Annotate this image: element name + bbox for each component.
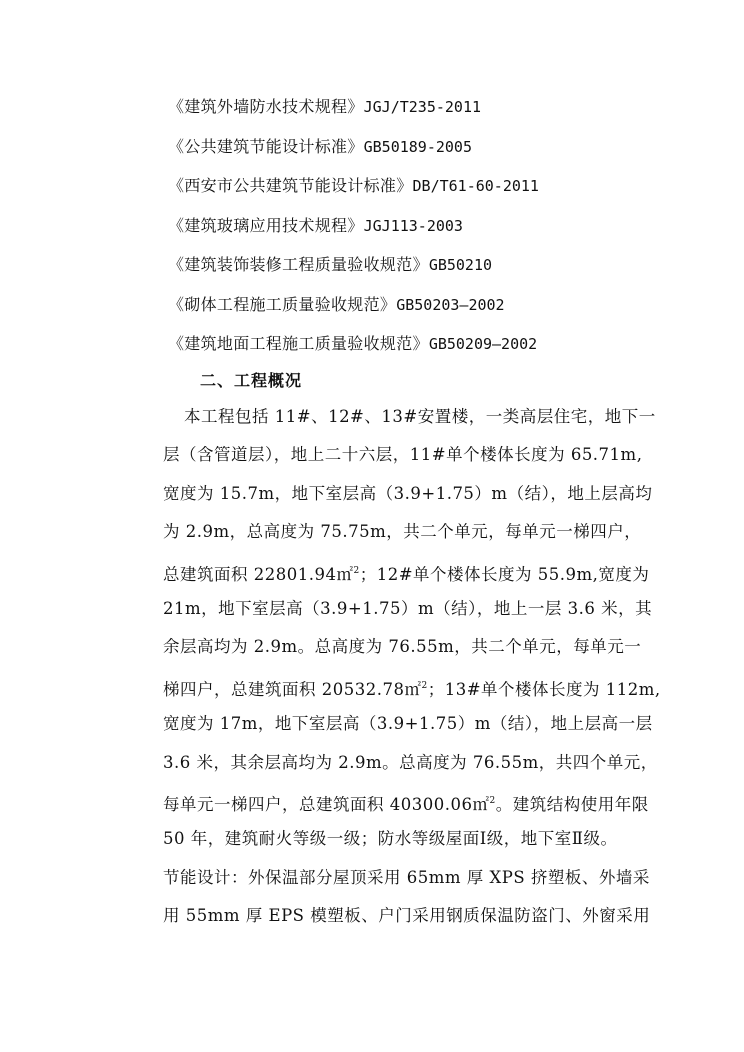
superscript: 2 — [489, 795, 496, 806]
reference-title: 《建筑地面工程施工质量验收规范》 — [168, 334, 429, 353]
reference-item — [168, 92, 539, 132]
line-text: 总建筑面积 22801.94㎡ — [163, 564, 354, 584]
reference-title: 《建筑装饰装修工程质量验收规范》 — [168, 255, 429, 274]
paragraph-line: 节能设计：外保温部分屋顶采用 65mm 厚 XPS 挤塑板、外墙采 — [163, 867, 650, 887]
reference-item — [168, 329, 539, 369]
paragraph-line — [163, 667, 661, 705]
reference-title: 《建筑玻璃应用技术规程》 — [168, 215, 364, 235]
line-text: 。建筑结构使用年限 — [495, 794, 649, 814]
paragraph-line: 宽度为 15.7m，地下室层高（3.9+1.75）m（结），地上层高均 — [163, 483, 653, 503]
reference-standards-list — [168, 92, 539, 369]
paragraph-line: 3.6 米，其余层高均为 2.9m。总高度为 76.55m，共四个单元， — [163, 752, 658, 772]
superscript: 2 — [421, 680, 428, 691]
reference-title: 《西安市公共建筑节能设计标准》 — [168, 176, 413, 195]
paragraph-line: 本工程包括 11#、12#、13#安置楼，一类高层住宅，地下一 — [184, 407, 656, 426]
superscript: 2 — [353, 565, 360, 576]
reference-title: 《建筑外墙防水技术规程》 — [168, 97, 364, 116]
line-text: ；12#单个楼体长度为 55.9m,宽度为 — [359, 564, 650, 584]
line-text: ；13#单个楼体长度为 112m, — [427, 679, 661, 699]
reference-title: 《砌体工程施工质量验收规范》 — [168, 294, 397, 314]
reference-code: GB50189-2005 — [363, 137, 472, 156]
paragraph-line: 21m，地下室层高（3.9+1.75）m（结），地上一层 3.6 米，其 — [163, 598, 653, 618]
reference-code: GB50210 — [428, 256, 493, 274]
project-overview-paragraph — [163, 398, 661, 935]
reference-title: 《公共建筑节能设计标准》 — [168, 136, 364, 156]
paragraph-line — [163, 782, 655, 820]
reference-item — [168, 250, 539, 290]
paragraph-line: 50 年，建筑耐火等级一级；防水等级屋面Ⅰ级，地下室Ⅱ级。 — [163, 829, 618, 849]
paragraph-line: 层（含管道层），地上二十六层，11#单个楼体长度为 65.71m, — [163, 445, 643, 465]
reference-code: GB50209—2002 — [428, 335, 538, 353]
reference-code: GB50203—2002 — [396, 295, 505, 314]
section-heading: 二、工程概况 — [200, 371, 303, 390]
paragraph-line: 余层高均为 2.9m。总高度为 76.55m，共二个单元，每单元一 — [163, 637, 642, 657]
reference-code: JGJ/T235-2011 — [363, 98, 482, 116]
line-text: 梯四户，总建筑面积 20532.78㎡ — [163, 679, 422, 699]
reference-item — [168, 132, 539, 172]
paragraph-line: 宽度为 17m，地下室层高（3.9+1.75）m（结），地上层高一层 — [163, 714, 653, 734]
reference-code: JGJ113-2003 — [363, 216, 463, 235]
reference-code: DB/T61-60-2011 — [412, 177, 539, 195]
reference-item — [168, 290, 539, 330]
paragraph-line: 为 2.9m，总高度为 75.75m，共二个单元，每单元一梯四户， — [163, 522, 642, 542]
paragraph-line: 用 55mm 厚 EPS 模塑板、户门采用钢质保温防盗门、外窗采用 — [163, 906, 651, 926]
reference-item — [168, 171, 539, 211]
paragraph-line — [163, 552, 655, 590]
line-text: 每单元一梯四户，总建筑面积 40300.06㎡ — [163, 794, 490, 814]
reference-item — [168, 211, 539, 251]
